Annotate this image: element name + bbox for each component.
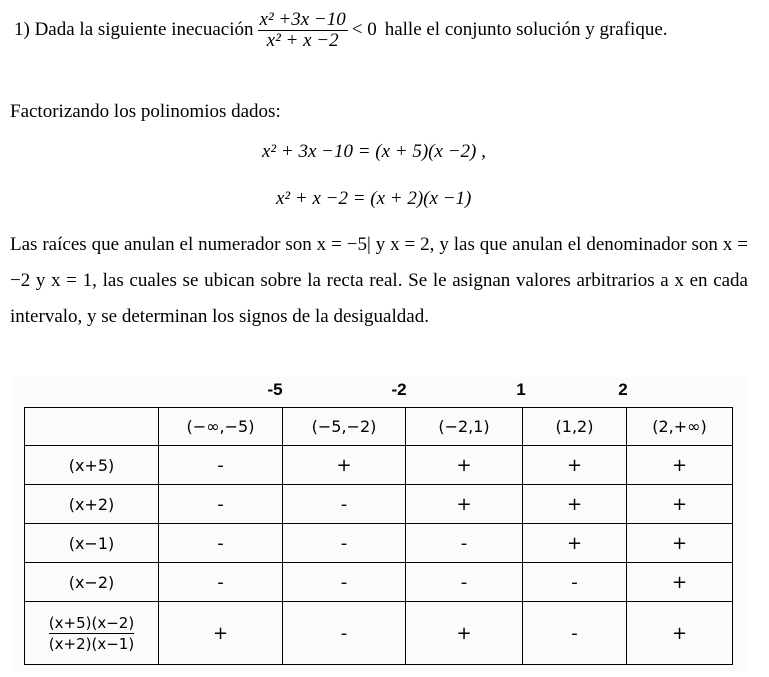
sign-cell: +: [159, 602, 283, 665]
factor-intro: Factorizando los polinomios dados:: [10, 101, 281, 122]
sign-cell: +: [523, 524, 627, 563]
equation-denominator-factor: x² + x −2 = (x + 2)(x −1): [276, 188, 472, 209]
table-row: [25, 446, 733, 485]
sign-cell: -: [283, 563, 406, 602]
sign-cell: +: [627, 602, 733, 665]
sign-cell: -: [283, 602, 406, 665]
sign-cell: +: [627, 524, 733, 563]
sign-cell: +: [406, 602, 523, 665]
critical-point-label: -5: [267, 380, 283, 399]
sign-cell: -: [159, 485, 283, 524]
sign-cell: -: [523, 602, 627, 665]
sign-cell: +: [627, 446, 733, 485]
question-suffix: halle el conjunto solución y grafique.: [384, 19, 668, 40]
sign-cell: -: [159, 563, 283, 602]
interval-header: (1,2): [523, 408, 627, 446]
quotient-label: [25, 602, 159, 665]
roots-paragraph: Las raíces que anulan el numerador son x = −5| y x = 2, y las que anulan el denominador son x = −2 y x = 1, las cuales se ubican sobre la recta real. Se le asignan valores arbitrarios a x en cada intervalo, y se determinan los signos de la desigualdad.: [10, 234, 748, 327]
table-corner-cell: [25, 408, 159, 446]
sign-cell: -: [406, 563, 523, 602]
sign-cell: +: [523, 485, 627, 524]
quotient-numerator: (x+5)(x−2): [48, 613, 135, 632]
sign-cell: +: [406, 485, 523, 524]
table-header-row: [25, 408, 733, 446]
question-fraction: [258, 10, 348, 51]
table-row: [25, 524, 733, 563]
sign-table: [24, 407, 733, 665]
factor-label: (x+5): [25, 446, 159, 485]
factor-label: (x−2): [25, 563, 159, 602]
sign-cell: -: [159, 446, 283, 485]
sign-cell: +: [406, 446, 523, 485]
critical-point-label: 1: [516, 380, 526, 399]
quotient-fraction: [49, 613, 134, 654]
sign-cell: +: [523, 446, 627, 485]
factor-label: (x+2): [25, 485, 159, 524]
question-denominator: x² + x −2: [266, 29, 339, 51]
sign-cell: -: [283, 485, 406, 524]
question-line: [10, 2, 672, 58]
sign-cell: -: [283, 524, 406, 563]
quotient-denominator: (x+2)(x−1): [48, 634, 135, 653]
sign-cell: -: [406, 524, 523, 563]
table-row: [25, 485, 733, 524]
sign-cell: -: [159, 524, 283, 563]
sign-cell: +: [627, 485, 733, 524]
sign-cell: -: [523, 563, 627, 602]
critical-point-label: -2: [391, 380, 407, 399]
interval-header: (−2,1): [406, 408, 523, 446]
critical-point-label: 2: [618, 380, 628, 399]
table-row-quotient: [25, 602, 733, 665]
interval-header: (2,+∞): [627, 408, 733, 446]
equation-numerator-factor: x² + 3x −10 = (x + 5)(x −2) ,: [262, 141, 486, 162]
sign-cell: +: [627, 563, 733, 602]
table-row: [25, 563, 733, 602]
interval-header: (−∞,−5): [159, 408, 283, 446]
question-prefix: 1) Dada la siguiente inecuación: [14, 19, 254, 40]
interval-header: (−5,−2): [283, 408, 406, 446]
factor-label: (x−1): [25, 524, 159, 563]
sign-cell: +: [283, 446, 406, 485]
question-numerator: x² +3x −10: [259, 8, 346, 30]
question-relation: < 0: [351, 19, 377, 40]
